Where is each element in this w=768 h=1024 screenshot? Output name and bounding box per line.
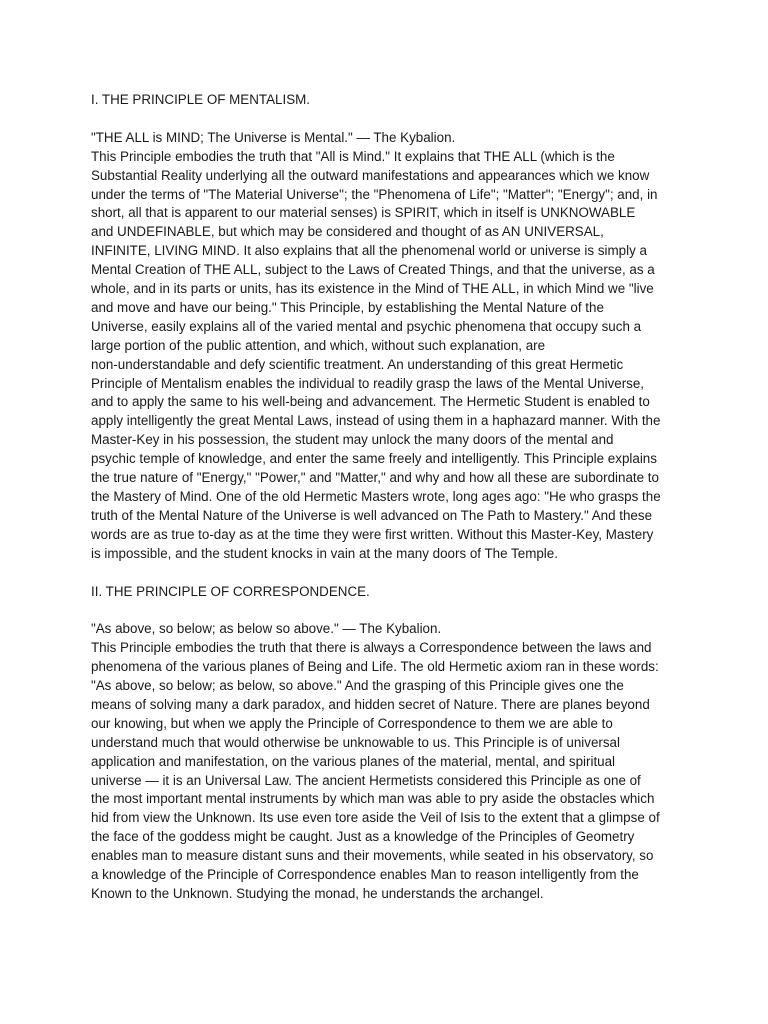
section-heading-mentalism: I. THE PRINCIPLE OF MENTALISM.: [91, 92, 310, 107]
text-line: Mental Creation of THE ALL, subject to the Laws of Created Things, and that the universe, as a: [91, 262, 655, 278]
text-line: Universe, easily explains all of the varied mental and psychic phenomena that occupy such a: [91, 318, 642, 334]
text-line: psychic temple of knowledge, and enter the same freely and intelligently. This Principle explains: [91, 451, 657, 467]
text-line: apply intelligently the great Mental Laws, instead of using them in a haphazard manner. With the: [91, 413, 661, 429]
text-line: whole, and in its parts or units, has its existence in the Mind of THE ALL, in which Mind we "live: [91, 281, 654, 297]
text-line: the face of the goddess might be caught. Just as a knowledge of the Principles of Geometry: [91, 829, 635, 845]
text-line: large portion of the public attention, and which, without such explanation, are: [91, 337, 546, 353]
document-body: [91, 91, 691, 904]
text-line: universe — it is an Universal Law. The ancient Hermetists considered this Principle as one of: [91, 772, 641, 788]
text-line: "As above, so below; as below, so above." And the grasping of this Principle gives one the: [91, 678, 624, 694]
section-heading-correspondence: II. THE PRINCIPLE OF CORRESPONDENCE.: [91, 583, 370, 599]
text-line: is impossible, and the student knocks in vain at the many doors of The Temple.: [91, 545, 558, 561]
text-line: understand much that would otherwise be unknowable to us. This Principle is of universal: [91, 734, 620, 750]
text-line: Substantial Reality underlying all the outward manifestations and appearances which we know: [91, 167, 650, 183]
text-line: a knowledge of the Principle of Correspondence enables Man to reason intelligently from the: [91, 867, 639, 883]
section-body-correspondence: [91, 620, 691, 904]
text-line: Known to the Unknown. Studying the monad, he understands the archangel.: [91, 886, 544, 902]
text-line: the most important mental instruments by which man was able to pry aside the obstacles which: [91, 791, 655, 807]
text-line: hid from view the Unknown. Its use even tore aside the Veil of Isis to the extent that a glimpse of: [91, 810, 660, 826]
text-line: INFINITE, LIVING MIND. It also explains that all the phenomenal world or universe is simply a: [91, 243, 647, 259]
text-line: the Mastery of Mind. One of the old Hermetic Masters wrote, long ages ago: "He who grasps the: [91, 489, 661, 505]
text-line: and move and have our being." This Principle, by establishing the Mental Nature of the: [91, 299, 604, 315]
text-line: Master-Key in his possession, the student may unlock the many doors of the mental and: [91, 432, 614, 448]
text-line: under the terms of "The Material Universe"; the "Phenomena of Life"; "Matter"; "Energy"; and, in: [91, 186, 658, 202]
text-line: and UNDEFINABLE, but which may be considered and thought of as AN UNIVERSAL,: [91, 224, 604, 240]
text-line: means of solving many a dark paradox, and hidden secret of Nature. There are planes beyond: [91, 696, 650, 712]
text-line: truth of the Mental Nature of the Universe is well advanced on The Path to Mastery." And these: [91, 507, 653, 523]
text-line: Principle of Mentalism enables the individual to readily grasp the laws of the Mental Universe,: [91, 375, 645, 391]
text-line: "THE ALL is MIND; The Universe is Mental." — The Kybalion.: [91, 129, 456, 145]
section-body-mentalism: [91, 129, 691, 564]
text-line: This Principle embodies the truth that "All is Mind." It explains that THE ALL (which is the: [91, 148, 615, 164]
text-line: and to apply the same to his well-being and advancement. The Hermetic Student is enabled to: [91, 394, 650, 410]
text-line: the true nature of "Energy," "Power," and "Matter," and why and how all these are subordinate to: [91, 470, 659, 486]
text-line: our knowing, but when we apply the Principle of Correspondence to them we are able to: [91, 715, 613, 731]
text-line: enables man to measure distant suns and their movements, while seated in his observatory, so: [91, 848, 654, 864]
text-line: short, all that is apparent to our material senses) is SPIRIT, which in itself is UNKNOWABLE: [91, 205, 636, 221]
text-line: application and manifestation, on the various planes of the material, mental, and spiritual: [91, 753, 616, 769]
text-line: "As above, so below; as below so above." — The Kybalion.: [91, 621, 442, 637]
section-spacer: [91, 564, 691, 583]
text-line: This Principle embodies the truth that there is always a Correspondence between the laws and: [91, 640, 652, 656]
text-line: phenomena of the various planes of Being and Life. The old Hermetic axiom ran in these words:: [91, 659, 659, 675]
text-line: words are as true to-day as at the time they were first written. Without this Master-Key, Mastery: [91, 526, 654, 542]
text-line: non-understandable and defy scientific treatment. An understanding of this great Hermetic: [91, 356, 624, 372]
